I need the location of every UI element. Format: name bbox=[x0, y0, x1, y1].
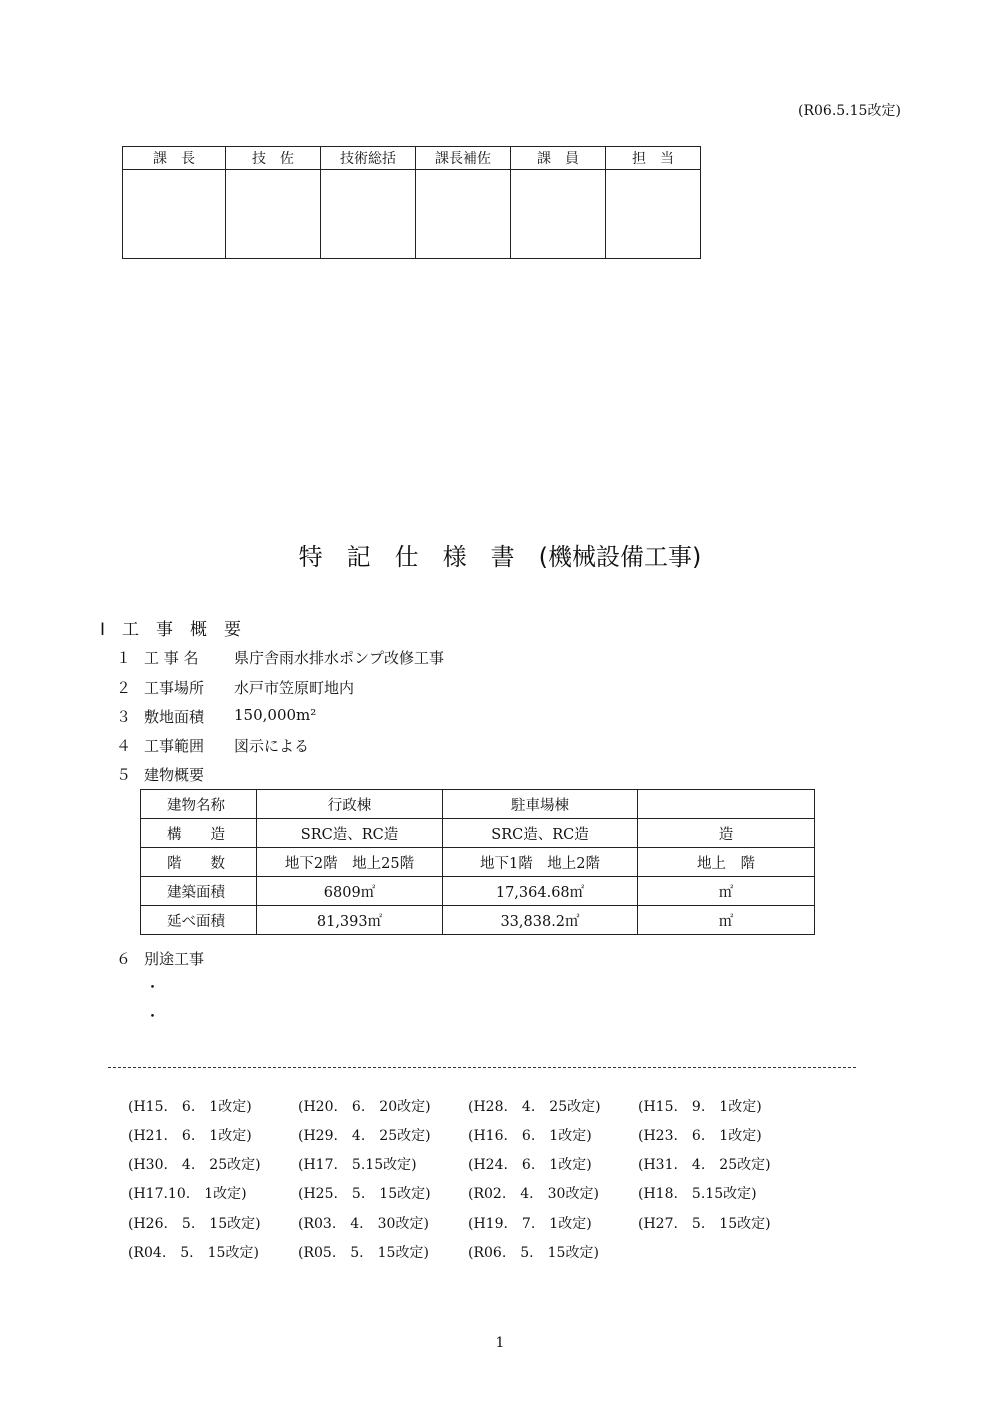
revision-history-entry: (R03. 4. 30改定) bbox=[298, 1216, 429, 1232]
revision-history-entry: (H15. 6. 1改定) bbox=[128, 1099, 252, 1115]
approval-header-deputy-chief: 課長補佐 bbox=[416, 147, 511, 170]
revision-history-entry: (H21. 6. 1改定) bbox=[128, 1128, 252, 1144]
revision-history-entry: (H17. 5.15改定) bbox=[298, 1157, 417, 1173]
stamp-box-staff bbox=[511, 170, 606, 259]
revision-history-entry: (H26. 5. 15改定) bbox=[128, 1216, 261, 1232]
item-number: １ bbox=[116, 649, 132, 667]
approval-header-technical-general: 技術総括 bbox=[321, 147, 416, 170]
stamp-box-technical-general bbox=[321, 170, 416, 259]
revision-history-entry: (H31. 4. 25改定) bbox=[638, 1157, 771, 1173]
approval-header-section-chief: 課 長 bbox=[123, 147, 226, 170]
item-label: 工事場所 bbox=[144, 679, 205, 697]
revision-date: (R06.5.15改定) bbox=[798, 103, 901, 119]
item-label: 別途工事 bbox=[144, 950, 205, 968]
table-cell: 81,393㎡ bbox=[257, 906, 443, 935]
item-label: 敷地面積 bbox=[144, 708, 205, 726]
bullet-point: ・ bbox=[145, 978, 161, 996]
table-cell: 33,838.2㎡ bbox=[443, 906, 638, 935]
item-value: 水戸市笠原町地内 bbox=[234, 679, 355, 697]
table-cell bbox=[638, 790, 815, 819]
table-cell: 行政棟 bbox=[257, 790, 443, 819]
table-cell: 造 bbox=[638, 819, 815, 848]
page-number: 1 bbox=[495, 1335, 505, 1351]
table-cell: 駐車場棟 bbox=[443, 790, 638, 819]
item-label: 工 事 名 bbox=[144, 649, 199, 667]
revision-history-entry: (H17.10. 1改定) bbox=[128, 1186, 247, 1202]
table-cell: 延べ面積 bbox=[141, 906, 257, 935]
title-main: 特 記 仕 様 書 bbox=[298, 543, 515, 571]
revision-history-entry: (H29. 4. 25改定) bbox=[298, 1128, 431, 1144]
revision-history-entry: (H23. 6. 1改定) bbox=[638, 1128, 762, 1144]
revision-history-entry: (R05. 5. 15改定) bbox=[298, 1245, 429, 1261]
table-cell: 17,364.68㎡ bbox=[443, 877, 638, 906]
table-row bbox=[141, 906, 815, 935]
revision-history-entry: (H19. 7. 1改定) bbox=[468, 1216, 592, 1232]
revision-history-entry: (H15. 9. 1改定) bbox=[638, 1099, 762, 1115]
item-number: ４ bbox=[116, 737, 132, 755]
table-row bbox=[141, 848, 815, 877]
table-cell: 建築面積 bbox=[141, 877, 257, 906]
revision-history-entry: (H27. 5. 15改定) bbox=[638, 1216, 771, 1232]
revision-history-entry: (R06. 5. 15改定) bbox=[468, 1245, 599, 1261]
stamp-box-technical-assistant bbox=[226, 170, 321, 259]
revision-history-entry: (H16. 6. 1改定) bbox=[468, 1128, 592, 1144]
document-title bbox=[0, 537, 1000, 572]
table-cell: 階 数 bbox=[141, 848, 257, 877]
approval-stamp-table bbox=[122, 146, 701, 259]
table-cell: 建物名称 bbox=[141, 790, 257, 819]
revision-history-entry: (R02. 4. 30改定) bbox=[468, 1186, 599, 1202]
item-number: ２ bbox=[116, 679, 132, 697]
stamp-box-person-in-charge bbox=[606, 170, 701, 259]
item-value: 150,000m² bbox=[234, 706, 317, 724]
revision-history-entry: (H25. 5. 15改定) bbox=[298, 1186, 431, 1202]
stamp-box-section-chief bbox=[123, 170, 226, 259]
table-row bbox=[141, 819, 815, 848]
table-cell: 地下1階 地上2階 bbox=[443, 848, 638, 877]
table-row bbox=[141, 790, 815, 819]
item-value: 図示による bbox=[234, 737, 310, 755]
item-number: ３ bbox=[116, 708, 132, 726]
table-cell: 地上 階 bbox=[638, 848, 815, 877]
stamp-box-deputy-chief bbox=[416, 170, 511, 259]
dashed-divider bbox=[108, 1067, 856, 1068]
approval-header-technical-assistant: 技 佐 bbox=[226, 147, 321, 170]
revision-history-entry: (H18. 5.15改定) bbox=[638, 1186, 757, 1202]
section-heading: Ⅰ 工 事 概 要 bbox=[100, 620, 242, 640]
table-cell: ㎡ bbox=[638, 877, 815, 906]
revision-history-entry: (H30. 4. 25改定) bbox=[128, 1157, 261, 1173]
revision-history-entry: (H28. 4. 25改定) bbox=[468, 1099, 601, 1115]
table-cell: ㎡ bbox=[638, 906, 815, 935]
table-cell: 構 造 bbox=[141, 819, 257, 848]
building-overview-table bbox=[140, 789, 815, 935]
table-cell: 地下2階 地上25階 bbox=[257, 848, 443, 877]
table-cell: 6809㎡ bbox=[257, 877, 443, 906]
revision-history-entry: (H24. 6. 1改定) bbox=[468, 1157, 592, 1173]
bullet-point: ・ bbox=[145, 1007, 161, 1025]
item-number: ６ bbox=[116, 950, 132, 968]
revision-history-entry: (R04. 5. 15改定) bbox=[128, 1245, 259, 1261]
approval-header-staff: 課 員 bbox=[511, 147, 606, 170]
item-value: 県庁舎雨水排水ポンプ改修工事 bbox=[234, 649, 445, 667]
item-label: 工事範囲 bbox=[144, 737, 205, 755]
revision-history-entry: (H20. 6. 20改定) bbox=[298, 1099, 431, 1115]
table-row bbox=[141, 877, 815, 906]
title-sub: (機械設備工事) bbox=[538, 543, 702, 571]
table-cell: SRC造、RC造 bbox=[257, 819, 443, 848]
item-number: ５ bbox=[116, 766, 132, 784]
item-label: 建物概要 bbox=[144, 766, 205, 784]
approval-header-person-in-charge: 担 当 bbox=[606, 147, 701, 170]
table-cell: SRC造、RC造 bbox=[443, 819, 638, 848]
